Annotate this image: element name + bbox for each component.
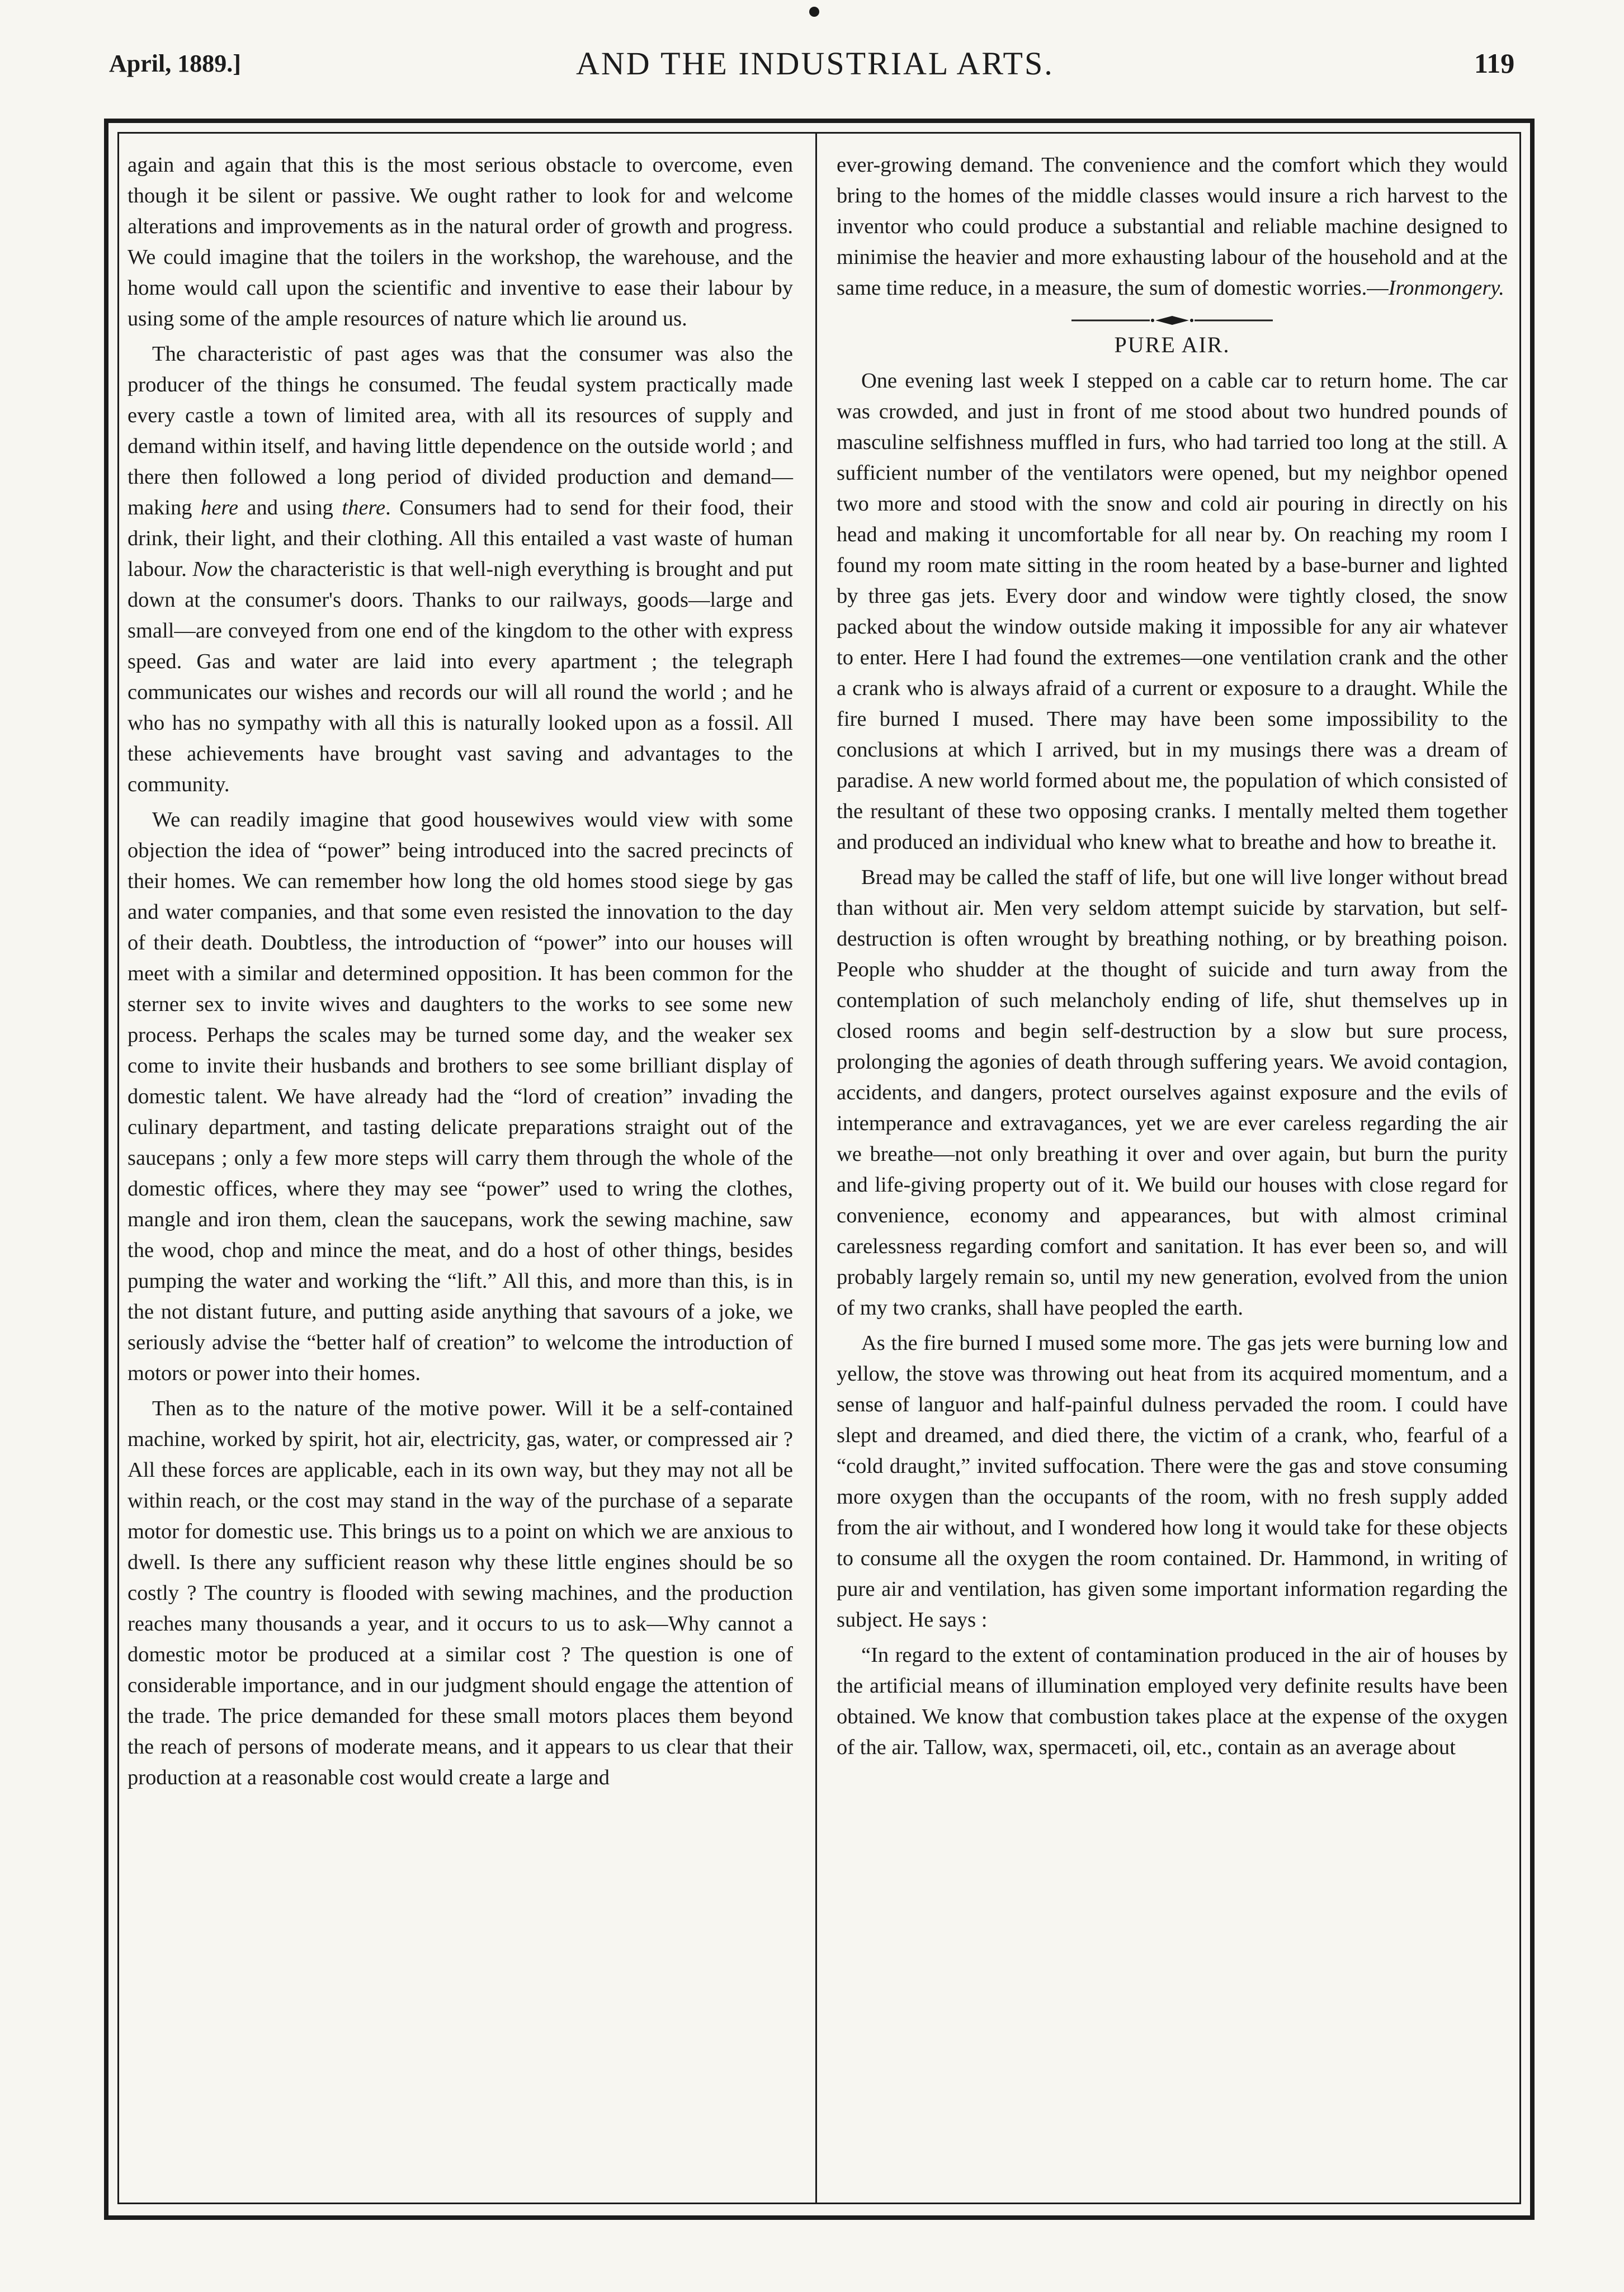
paragraph: One evening last week I stepped on a cable car to return home. The car was crowded, and just in front of me stood about two hundred pounds of masculine selfishness muffled in furs, who had tarried too long at the still. A sufficient number of the ventilators were opened, but my neighbor opened two more and stood with the snow and cold air pouring in directly on his head and making it uncomfortable for all near by. On reaching my room I found my room mate sitting in the room heated by a base-burner and lighted by three gas jets. Every door and window were tightly closed, the snow packed about the window outside making it impossible for any air whatever to enter. Here I had found the extremes—one ventilation crank and the other a crank who is always afraid of a current or exposure to a draught. While the fire burned I mused. There may have been some impossibility to the conclusions at which I arrived, but in my musings there was a dream of paradise. A new world formed about me, the population of which consisted of the resultant of these two opposing cranks. I mentally melted them together and produced an individual who knew what to breathe and how to breathe it. bbox=[837, 369, 1508, 854]
paragraph: As the fire burned I mused some more. The gas jets were burning low and yellow, the stove was throwing out heat from its acquired momentum, and a sense of languor and half-painful dulness pervaded the room. I could have slept and dreamed, and died there, the victim of a crank, who, fearful of a “cold draught,” invited suffocation. There were the gas and stove consuming more oxygen than the occupants of the room, with no fresh supply added from the air without, and I wondered how long it would take for these objects to consume all the oxygen the room contained. Dr. Hammond, in writing of pure air and ventilation, has given some important information regarding the subject. He says : bbox=[837, 1331, 1508, 1632]
paragraph: Then as to the nature of the motive power. Will it be a self-contained machine, worked by spirit, hot air, electricity, gas, water, or compressed air ? All these forces are applicable, each in its own way, but they may not all be within reach, or the cost may stand in the way of the purchase of a separate motor for domestic use. This brings us to a point on which we are anxious to dwell. Is there any sufficient reason why these little engines should be so costly ? The country is flooded with sewing machines, and the production reaches many thousands a year, and it occurs to us to ask—Why cannot a domestic motor be produced at a similar cost ? The question is one of considerable importance, and in our judgment should engage the attention of the trade. The price demanded for these small motors places them beyond the reach of persons of moderate means, and it appears to us clear that their production at a reasonable cost would create a large and bbox=[128, 1397, 793, 1789]
paragraph: again and again that this is the most serious obstacle to overcome, even though it be silent or passive. We ought rather to look for and welcome alterations and improvements as in the natural order of growth and progress. We could imagine that the toilers in the workshop, the warehouse, and the home would call upon the scientific and inventive to ease their labour by using some of the ample resources of nature which lie around us. bbox=[128, 153, 793, 330]
top-dot bbox=[809, 7, 819, 17]
paragraph: The characteristic of past ages was that the consumer was also the producer of the things he consumed. The feudal system practically made every castle a town of limited area, with all its resources of supply and demand within itself, and having little dependence on the outside world ; and there then followed a long period of divided production and demand—making here and using there. Consumers had to send for their food, their drink, their light, and their clothing. All this entailed a vast waste of human labour. Now the characteristic is that well-nigh everything is brought and put down at the consumer's doors. Thanks to our railways, goods—large and small—are conveyed from one end of the kingdom to the other with express speed. Gas and water are laid into every apartment ; the telegraph communicates our wishes and records our will all round the world ; and he who has no sympathy with all this is naturally looked upon as a fossil. All these achievements have brought vast saving and advantages to the community. bbox=[128, 342, 793, 796]
page-number: 119 bbox=[1474, 48, 1515, 79]
running-header bbox=[0, 45, 1624, 89]
paragraph: Bread may be called the staff of life, but one will live longer without bread than without air. Men very seldom attempt suicide by starvation, but self-destruction is often wrought by breathing nothing, or by breathing poison. People who shudder at the thought of suicide and turn away from the contemplation of such melancholy ending of life, shut themselves up in closed rooms and begin self-destruction by a slow but sure process, prolonging the agonies of death through suffering years. We avoid contagion, accidents, and dangers, protect ourselves against exposure and the evils of intemperance and extravagances, yet we are ever careless regarding the air we breathe—not only breathing it over and over again, but burn the purity and life-giving property out of it. We build our houses with close regard for convenience, economy and appearances, but with almost criminal carelessness regarding comfort and sanitation. It has ever been so, and will probably largely remain so, until my new generation, evolved from the union of my two cranks, shall have peopled the earth. bbox=[837, 866, 1508, 1320]
column-divider bbox=[815, 132, 817, 2204]
paragraph: We can readily imagine that good housewives would view with some objection the idea of “power” being introduced into the sacred precincts of their homes. We can remember how long the old homes stood siege by gas and water companies, and that some even resisted the innovation to the day of their death. Doubtless, the introduction of “power” into our houses will meet with a similar and determined opposition. It has been common for the sterner sex to invite wives and daughters to the works to see some new process. Perhaps the scales may be turned some day, and the weaker sex come to invite their husbands and brothers to see some brilliant display of domestic talent. We have already had the “lord of creation” invading the culinary department, and tasting delicate preparations straight out of the saucepans ; only a few more steps will carry them through the whole of the domestic offices, where they may see “power” used to wring the clothes, mangle and iron them, clean the saucepans, work the sewing machine, saw the wood, chop and mince the meat, and do a host of other things, besides pumping the water and working the “lift.” All this, and more than this, is in the not distant future, and putting aside anything that savours of a joke, we seriously advise the “better half of creation” to welcome the introduction of motors or power into their homes. bbox=[128, 808, 793, 1385]
paragraph: ever-growing demand. The convenience and the comfort which they would bring to the homes of the middle classes would insure a rich harvest to the inventor who could produce a substantial and reliable machine designed to minimise the heavier and more exhausting labour of the household and at the same time reduce, in a measure, the sum of domestic worries.—Ironmongery. bbox=[837, 153, 1508, 300]
header-title: AND THE INDUSTRIAL ARTS. bbox=[576, 45, 1054, 82]
paragraph: “In regard to the extent of contamination produced in the air of houses by the artificial means of illumination employed very definite results have been obtained. We know that combustion takes place at the expense of the oxygen of the air. Tallow, wax, spermaceti, oil, etc., contain as an average about bbox=[837, 1643, 1508, 1759]
source-attribution: Ironmongery. bbox=[1388, 276, 1504, 300]
left-column bbox=[128, 150, 793, 1793]
section-ornament bbox=[1071, 314, 1273, 327]
right-column bbox=[837, 150, 1508, 1763]
section-title: PURE AIR. bbox=[1114, 332, 1230, 357]
header-date: April, 1889.] bbox=[109, 50, 241, 77]
